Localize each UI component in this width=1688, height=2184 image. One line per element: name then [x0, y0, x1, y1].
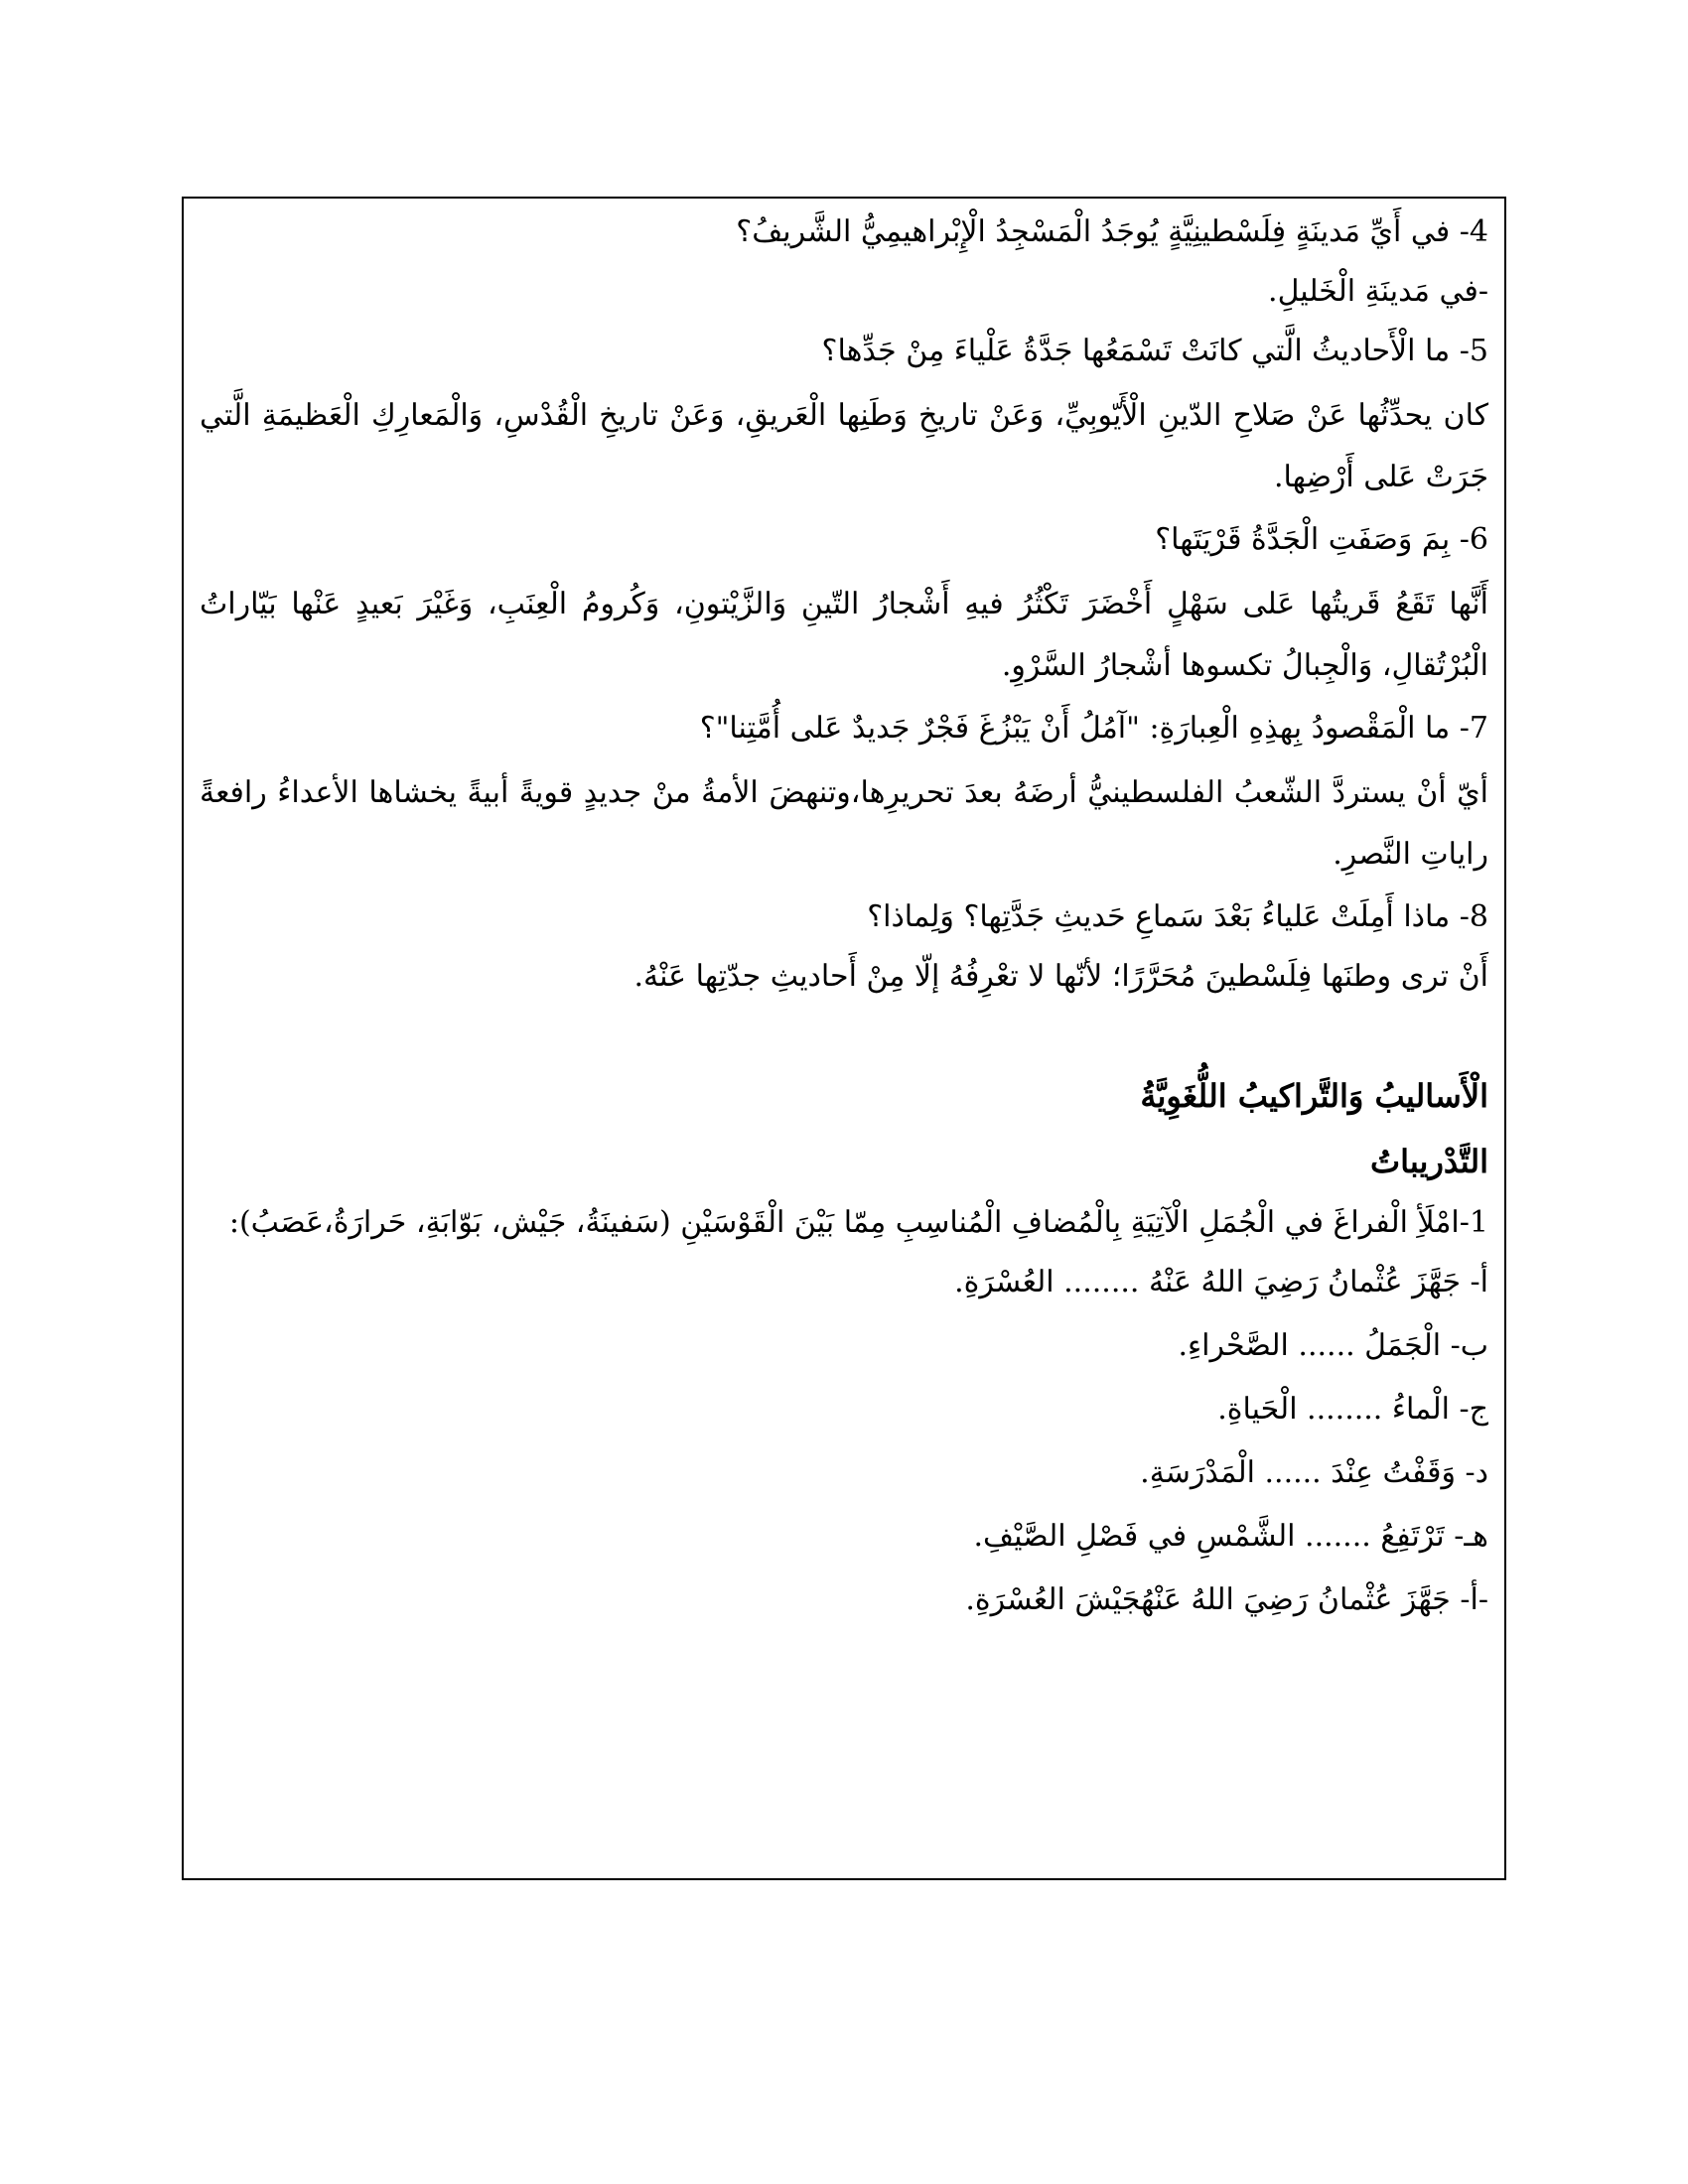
answer-4: -في مَدينَةِ الْخَليلِ. — [1268, 274, 1488, 309]
section-spacer — [200, 1011, 1488, 1066]
answer-5: كان يحدِّثُها عَنْ صَلاحِ الدّينِ الْأَيّوبِيِّ، وَعَنْ تاريخِ وَطَنِها الْعَريقِ، وَعَنْ تاريخِ الْقُدْسِ، وَالْمَعارِكِ الْعَظيمَةِ الَّتي جَرَتْ عَلى أَرْضِها. — [200, 398, 1488, 494]
question-8: 8- ماذا أَمِلَتْ عَلياءُ بَعْدَ سَماعِ حَديثِ جَدَّتِها؟ وَلِماذا؟ — [867, 899, 1488, 934]
exercise-instruction: 1-امْلَأِ الْفراغَ في الْجُمَلِ الْآتِيَةِ بِالْمُضافِ الْمُناسِبِ مِمّا بَيْنَ الْقَوْسَيْنِ (سَفينَةُ، جَيْش، بَوّابَةِ، حَرارَةُ،عَصَبُ): — [228, 1205, 1488, 1240]
exercise-answer-a: -أ- جَهَّزَ عُثْمانُ رَضِيَ اللهُ عَنْهُجَيْشَ العُسْرَةِ. — [965, 1582, 1488, 1617]
content-frame — [182, 197, 1506, 1880]
exercise-item-a: أ- جَهَّزَ عُثْمانُ رَضِيَ اللهُ عَنْهُ ........ العُسْرَةِ. — [954, 1265, 1488, 1299]
subsection-title: التَّدْريباتُ — [1370, 1143, 1488, 1180]
exercise-item-e: هـ- تَرْتَفِعُ ....... الشَّمْسِ في فَصْلِ الصَّيْفِ. — [973, 1519, 1488, 1554]
exercise-item-b: ب- الْجَمَلُ ...... الصَّحْراءِ. — [1178, 1328, 1488, 1363]
question-5: 5- ما الْأَحاديثُ الَّتي كانَتْ تَسْمَعُها جَدَّةُ عَلْياءَ مِنْ جَدِّها؟ — [821, 334, 1488, 368]
section-title: الْأَساليبُ وَالتَّراكيبُ اللُّغَوِيَّةُ — [1140, 1077, 1488, 1115]
exercise-item-d: د- وَقَفْتُ عِنْدَ ...... الْمَدْرَسَةِ. — [1140, 1455, 1488, 1490]
question-7: 7- ما الْمَقْصودُ بِهذِهِ الْعِبارَةِ: "آمُلُ أَنْ يَبْزُغَ فَجْرٌ جَديدٌ عَلى أُمَّتِنا"؟ — [699, 711, 1488, 746]
question-4: 4- في أَيِّ مَدينَةٍ فِلَسْطينِيَّةٍ يُوجَدُ الْمَسْجِدُ الْإِبْراهيمِيُّ الشَّريفُ؟ — [736, 214, 1488, 249]
answer-8: أَنْ ترى وطنَها فِلَسْطينَ مُحَرَّرًا؛ لأنّها لا تعْرِفُهُ إلّا مِنْ أَحاديثِ جدّتِها عَنْهُ. — [633, 959, 1488, 994]
question-6: 6- بِمَ وَصَفَتِ الْجَدَّةُ قَرْيَتَها؟ — [1155, 522, 1488, 557]
exercise-item-c: ج- الْماءُ ........ الْحَياةِ. — [1217, 1392, 1488, 1427]
answer-7: أيّ أنْ يستردَّ الشّعبُ الفلسطينيُّ أرضَهُ بعدَ تحريرِها،وتنهضَ الأمةُ منْ جديدٍ قويةً أبيةً يخشاها الأعداءُ رافعةً راياتِ النَّصرِ. — [200, 775, 1488, 872]
answer-6: أَنَّها تَقَعُ قَريتُها عَلى سَهْلٍ أَخْضَرَ تَكْثُرُ فيهِ أَشْجارُ التّينِ وَالزَّيْتونِ، وَكُرومُ الْعِنَبِ، وَغَيْرَ بَعيدٍ عَنْها بَيّاراتُ الْبُرْتُقالِ، وَالْجِبالُ تكسوها أشْجارُ السَّرْوِ. — [200, 587, 1488, 683]
